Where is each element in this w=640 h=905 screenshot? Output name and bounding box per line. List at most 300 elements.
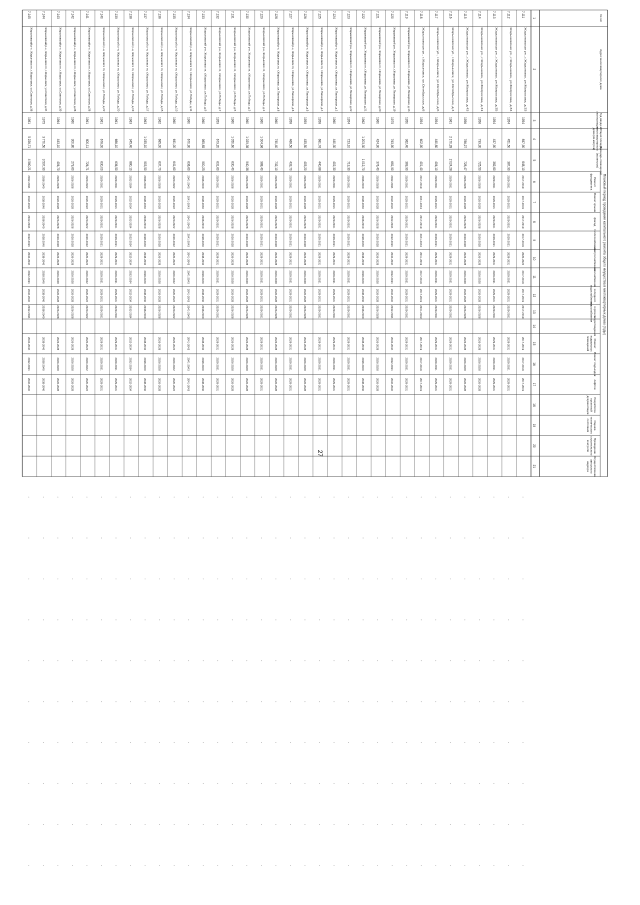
row-year: 1960 (331, 117, 337, 124)
dot-mark (43, 579, 44, 580)
row-period-t4: 2020-2022 (84, 288, 89, 303)
row-address: Жарыновская ул., г.Жарыновск, ул.Матросова, д.35 (494, 27, 499, 99)
row-period-r: 2020-2022 (84, 195, 89, 209)
row-period-t2: 2038-2040 (201, 252, 206, 266)
row-address: Жарыновский р-н, Жарыновск гп, г.Жарыновск, ул.Советская, д.28 (72, 27, 77, 119)
row-address: Жарыновский р-н, Жарыновск гп, г.Жарыновск, ул.Пионерская, д.20 (378, 27, 383, 121)
row-period-t1: 2029-2031 (404, 233, 409, 247)
dot-mark (261, 824, 262, 825)
row-address: Жарыновский р-н, Жарыновск гп, г.Жарыновск, ул.Пионерская, д.21 (363, 27, 368, 121)
row-number: 7.136 (157, 11, 162, 19)
dot-mark (72, 660, 73, 661)
dot-mark (334, 742, 335, 743)
row-period-r: 2029-2031 (404, 195, 409, 209)
dot-mark (494, 538, 495, 539)
row-period-t8: 2032-2034 (26, 377, 31, 392)
dot-mark (494, 620, 495, 621)
dot-mark (377, 660, 378, 661)
dot-mark (159, 538, 160, 539)
row-period-t3: 2029-2031 (346, 270, 351, 284)
row-period-r: 2026-2028 (273, 195, 278, 209)
row-period-f: 2026-2028 (477, 175, 482, 189)
row-period-t1: 2020-2022 (84, 233, 89, 247)
row-number: 7.134 (186, 11, 191, 19)
row-period-t5: 2029-2031 (317, 305, 322, 319)
dot-mark (246, 538, 247, 539)
dot-mark (101, 497, 102, 498)
row-number: 7.135 (172, 11, 177, 19)
row-period-f: 2026-2028 (273, 175, 278, 189)
row-period-t1: 2026-2028 (302, 233, 308, 247)
dot-mark (261, 579, 262, 580)
dot-mark (159, 701, 160, 702)
dot-mark (101, 783, 102, 784)
row-period-f: 2017-2019 (520, 175, 526, 189)
column-header: Адрес многоквартирного дома (599, 49, 604, 90)
row-premise-area: 728,47 (462, 161, 467, 171)
row-period-t2: 2029-2031 (346, 252, 351, 266)
row-period-t5: 2032-2034 (26, 305, 31, 319)
dot-mark (450, 865, 451, 866)
row-year: 1954 (520, 117, 526, 124)
row-address: Жарыновский р-н, Жарыновск гп, г.Жарыновск, ул.Победы, д.22 (101, 27, 106, 116)
row-period-t8: 2020-2022 (84, 377, 89, 392)
row-total-area: 897,90 (520, 138, 526, 149)
row-period-f: 2029-2031 (491, 175, 496, 189)
row-total-area: 691,00 (172, 138, 177, 149)
dot-mark (319, 701, 320, 702)
dot-mark (450, 579, 451, 580)
row-period-t8: 2041-2043 (186, 377, 191, 392)
row-period-t4: 2038-2040 (361, 288, 366, 303)
row-period-r: 2026-2028 (157, 195, 162, 209)
dot-mark (57, 824, 58, 825)
dot-mark (232, 742, 233, 743)
row-year: 1954 (506, 117, 511, 124)
row-year: 1954 (491, 117, 496, 124)
row-period-t5: 2020-2022 (172, 305, 177, 319)
column-number: 20 (532, 444, 537, 448)
row-period-t8: 2026-2028 (244, 377, 249, 392)
row-period-t2: 2026-2028 (70, 252, 75, 266)
row-period-t4: 2026-2028 (302, 288, 308, 303)
row-number: 7.120 (390, 11, 395, 19)
dot-mark (334, 497, 335, 498)
dot-mark (188, 620, 189, 621)
row-period-t3: 2017-2019 (520, 270, 526, 284)
row-period-f: 2029-2031 (288, 175, 293, 189)
row-premise-area: 382,80 (491, 161, 496, 171)
row-period-t1: 2029-2031 (99, 233, 104, 247)
row-period-t3: 2029-2031 (288, 270, 293, 284)
row-period-t3: 2029-2031 (433, 270, 438, 284)
dot-mark (188, 497, 189, 498)
dot-mark (145, 620, 146, 621)
row-period-f: 2038-2040 (41, 175, 46, 189)
dot-mark (174, 742, 175, 743)
dot-mark (508, 497, 509, 498)
row-period-t2: 2029-2031 (404, 252, 409, 266)
dot-mark (319, 824, 320, 825)
dot-mark (348, 701, 349, 702)
column-header: Оценкатехническогосостояния (585, 416, 597, 435)
dot-mark (261, 538, 262, 539)
column-header: фасад (592, 217, 597, 227)
dot-mark (508, 579, 509, 580)
dot-mark (28, 620, 29, 621)
row-period-f: 2032-2034 (26, 175, 31, 189)
dot-mark (464, 660, 465, 661)
row-address: Жарыновский р-н, Жарыновск гп, г.Жарыновск, ул.Пионерская, д.8 (276, 27, 281, 120)
dot-mark (87, 865, 88, 866)
row-period-t4: 2026-2028 (375, 288, 380, 303)
row-period-t1: 2041-2043 (419, 233, 424, 247)
row-period-t3: 2029-2031 (99, 270, 104, 284)
row-period-t1: 2029-2031 (448, 233, 453, 247)
dot-mark (232, 579, 233, 580)
dot-mark (43, 497, 44, 498)
dot-mark (435, 865, 436, 866)
column-number: 12 (532, 293, 537, 298)
row-period-t7: 2029-2031 (259, 357, 264, 371)
dot-mark (261, 620, 262, 621)
row-period-t6: 2026-2028 (273, 337, 278, 351)
dot-mark (276, 538, 277, 539)
row-year: 1956 (477, 117, 482, 124)
column-header: Осуществлениеавторскогонадзора (585, 455, 597, 477)
row-period-r: 2032-2034 (390, 195, 395, 209)
dot-mark (363, 742, 364, 743)
dot-mark (188, 579, 189, 580)
row-period-t2: 2029-2031 (491, 252, 496, 266)
dot-mark (508, 538, 509, 539)
dot-mark (276, 701, 277, 702)
dot-mark (188, 660, 189, 661)
row-period-t8: 2038-2040 (143, 377, 148, 392)
row-period-f: 2029-2031 (259, 175, 264, 189)
row-period-t8: 2020-2022 (172, 377, 177, 392)
row-total-area: 790,40 (273, 138, 278, 149)
row-period-r: 2029-2031 (433, 195, 438, 209)
dot-mark (348, 865, 349, 866)
row-period-t3: 2029-2031 (113, 270, 119, 284)
dot-mark (232, 783, 233, 784)
row-period-f: 2026-2028 (302, 175, 308, 189)
dot-mark (203, 701, 204, 702)
row-total-area: 468,50 (288, 138, 293, 149)
row-premise-area: 848,10 (520, 161, 526, 171)
row-period-f: 2038-2040 (361, 175, 366, 189)
dot-mark (130, 497, 131, 498)
row-period-t5: 2029-2031 (215, 305, 220, 319)
row-period-t4: 2029-2031 (448, 288, 453, 303)
dot-mark (261, 865, 262, 866)
dot-mark (363, 865, 364, 866)
row-total-area: 1 050,60 (230, 136, 235, 149)
row-address: Жарыновская ул., г.Жарыновск, ул.Октябрьская, д.8 (421, 27, 426, 100)
dot-mark (261, 701, 262, 702)
row-period-t8: 2026-2028 (477, 377, 482, 392)
column-header: Ремонтфундамента (589, 173, 597, 191)
row-total-area: 3 770,50 (41, 136, 46, 149)
row-period-f: 2029-2031 (433, 175, 438, 189)
row-address: Жарыновская ул., г.Жарыновск, ул.Октябрьская, д.4 (450, 27, 455, 100)
dot-mark (377, 742, 378, 743)
dot-mark (305, 497, 306, 498)
dot-mark (523, 497, 524, 498)
dot-mark (305, 579, 306, 580)
row-period-t3: 2032-2034 (128, 270, 133, 284)
row-year: 1961 (448, 117, 453, 124)
row-period-t6: 2017-2019 (520, 337, 526, 351)
row-period-t2: 2029-2031 (506, 252, 511, 266)
row-period-fac: 2032-2034 (128, 215, 133, 229)
row-period-t8: 2017-2019 (419, 377, 424, 392)
row-year: 1961 (113, 117, 119, 124)
dot-mark (392, 783, 393, 784)
dot-mark (72, 742, 73, 743)
row-period-t6: 2029-2031 (448, 337, 453, 351)
dot-mark (406, 538, 407, 539)
row-period-t2: 2032-2034 (390, 252, 395, 266)
row-total-area: 670,90 (186, 138, 191, 149)
dot-mark (377, 783, 378, 784)
dot-mark (130, 538, 131, 539)
row-period-t1: 2029-2031 (215, 233, 220, 247)
dot-mark (334, 579, 335, 580)
dot-mark (435, 824, 436, 825)
dot-mark (421, 538, 422, 539)
dot-mark (421, 701, 422, 702)
row-number: 7.144 (41, 11, 46, 19)
row-period-t3: 2029-2031 (259, 270, 264, 284)
row-period-t5: 2026-2028 (55, 305, 60, 319)
dot-mark (130, 620, 131, 621)
row-period-fac: 2029-2031 (346, 215, 351, 229)
row-period-t2: 2026-2028 (462, 252, 467, 266)
row-period-t1: 2032-2034 (128, 233, 133, 247)
dot-mark (145, 742, 146, 743)
dot-mark (116, 783, 117, 784)
row-period-f: 2029-2031 (99, 175, 104, 189)
dot-mark (261, 660, 262, 661)
row-year: 1954 (433, 117, 438, 124)
row-total-area: 786,27 (462, 138, 467, 149)
row-number: 7.123 (346, 11, 351, 19)
row-period-t3: 2026-2028 (477, 270, 482, 284)
dot-mark (494, 660, 495, 661)
column-number: 4 (532, 138, 537, 140)
row-period-f: 2026-2028 (70, 175, 75, 189)
dot-mark (43, 701, 44, 702)
row-period-r: 2026-2028 (70, 195, 75, 209)
row-premise-area: 732,10 (273, 161, 278, 171)
row-period-t6: 2026-2028 (462, 337, 467, 351)
row-period-t4: 2026-2028 (230, 288, 235, 303)
row-total-area: 1 004,96 (259, 136, 264, 149)
dot-mark (130, 742, 131, 743)
dot-mark (188, 824, 189, 825)
dot-mark (72, 579, 73, 580)
row-period-t5: 2029-2031 (433, 305, 438, 319)
row-period-fac: 2041-2043 (186, 215, 191, 229)
dot-mark (72, 620, 73, 621)
row-period-t7: 2026-2028 (375, 357, 380, 371)
dot-mark (406, 783, 407, 784)
dot-mark (421, 579, 422, 580)
dot-mark (87, 538, 88, 539)
dot-mark (363, 579, 364, 580)
row-premise-area: 880,10 (128, 161, 133, 171)
row-period-t2: 2032-2034 (26, 252, 31, 266)
row-premise-area: 406,10 (433, 161, 438, 171)
dot-mark (130, 783, 131, 784)
dot-mark (319, 620, 320, 621)
dot-mark (28, 783, 29, 784)
dot-mark (494, 865, 495, 866)
dot-mark (319, 742, 320, 743)
row-period-t1: 2026-2028 (244, 233, 249, 247)
dot-mark (217, 538, 218, 539)
row-period-t3: 2026-2028 (273, 270, 278, 284)
row-number: 7.140 (99, 11, 104, 19)
row-address: Жарыновский р-н, Жарыновск гп, г.Жарыновск, ул.Победы, д.13 (174, 27, 179, 116)
row-number: 7.137 (143, 11, 148, 19)
row-period-t6: 2038-2040 (201, 337, 206, 351)
row-period-t1: 2026-2028 (55, 233, 60, 247)
row-period-t6: 2032-2034 (390, 337, 395, 351)
row-period-t1: 2038-2040 (143, 233, 148, 247)
dot-mark (479, 538, 480, 539)
row-period-t6: 2029-2031 (346, 337, 351, 351)
column-number: 21 (532, 464, 537, 469)
dot-mark (319, 497, 320, 498)
dot-mark (145, 660, 146, 661)
row-premise-area: 405,20 (302, 161, 308, 171)
row-period-t1: 2026-2028 (375, 233, 380, 247)
dot-mark (101, 579, 102, 580)
row-period-r: 2017-2019 (520, 195, 526, 209)
dot-mark (174, 579, 175, 580)
dot-mark (392, 865, 393, 866)
row-period-t1: 2029-2031 (331, 233, 337, 247)
dot-mark (276, 824, 277, 825)
dot-mark (508, 865, 509, 866)
row-number: 7.130 (244, 11, 249, 19)
dot-mark (523, 579, 524, 580)
row-period-t7: 2038-2040 (201, 357, 206, 371)
dot-mark (276, 497, 277, 498)
row-period-t8: 2038-2040 (361, 377, 366, 392)
dot-mark (246, 742, 247, 743)
row-premise-area: 4 560,21 (26, 158, 31, 171)
row-premise-area: 903,50 (143, 161, 148, 171)
dot-mark (43, 865, 44, 866)
dot-mark (435, 579, 436, 580)
dot-mark (217, 742, 218, 743)
row-period-t2: 2020-2022 (172, 252, 177, 266)
row-address: Жарыновский р-н, Жарыновск гп, г.Жарыновск, ул.Советская, д.36 (29, 27, 34, 119)
dot-mark (363, 660, 364, 661)
row-period-t3: 2029-2031 (491, 270, 496, 284)
row-total-area: 945,40 (128, 138, 133, 149)
dot-mark (464, 865, 465, 866)
row-address: Жарыновский р-н, Жарыновск гп, г.Жарыновск, ул.Победы, д.11 (189, 27, 194, 116)
row-period-t5: 2026-2028 (157, 305, 162, 319)
column-number: 3 (532, 119, 537, 122)
row-total-area: 5 226,71 (26, 136, 31, 149)
dot-mark (116, 660, 117, 661)
row-total-area: 435,50 (302, 138, 308, 149)
dot-mark (174, 660, 175, 661)
dot-mark (363, 538, 364, 539)
row-period-t7: 2029-2031 (113, 357, 119, 371)
dot-mark (174, 497, 175, 498)
row-period-r: 2029-2031 (346, 195, 351, 209)
dot-mark (464, 824, 465, 825)
row-period-t8: 2026-2028 (230, 377, 235, 392)
row-period-t8: 2029-2031 (259, 377, 264, 392)
row-period-t8: 2029-2031 (215, 377, 220, 392)
dot-mark (57, 742, 58, 743)
row-premise-area: 369,90 (404, 161, 409, 171)
dot-mark (479, 783, 480, 784)
dot-mark (392, 660, 393, 661)
row-number: 7.133 (201, 11, 206, 19)
row-premise-area: 376,40 (375, 161, 380, 171)
row-period-t2: 2020-2022 (520, 252, 526, 266)
row-premise-area: 406,70 (55, 161, 60, 171)
row-period-t4: 2017-2019 (520, 288, 526, 303)
row-period-f: 2026-2028 (375, 175, 380, 189)
dot-mark (508, 660, 509, 661)
column-number: 5 (532, 159, 537, 162)
row-period-f: 2029-2031 (506, 175, 511, 189)
row-period-t1: 2029-2031 (288, 233, 293, 247)
dot-mark (159, 620, 160, 621)
dot-mark (464, 538, 465, 539)
row-address: Жарыновский р-н, Жарыновск гп, г.Жарыновск, ул.Победы, д.20 (116, 27, 121, 116)
dot-mark (421, 742, 422, 743)
row-period-fac: 2038-2040 (143, 215, 148, 229)
row-total-area: 723,10 (346, 138, 351, 149)
row-address: Жарыновский р-н, Жарыновск гп, г.Жарыновск, ул.Победы, д.7 (218, 27, 223, 114)
row-number: 7.132 (215, 11, 220, 19)
row-address: Жарыновская ул., г.Жарыновск, ул.Матросова, д.43 (465, 27, 470, 99)
row-period-t4: 2029-2031 (433, 288, 438, 303)
dot-mark (188, 538, 189, 539)
dot-mark (232, 538, 233, 539)
row-period-t4: 2026-2028 (70, 288, 75, 303)
dot-mark (377, 824, 378, 825)
row-period-t2: 2029-2031 (448, 252, 453, 266)
row-total-area: 437,90 (491, 138, 496, 149)
dot-mark (334, 701, 335, 702)
row-period-t7: 2038-2040 (41, 357, 46, 371)
row-period-t1: 2020-2022 (172, 233, 177, 247)
row-period-t7: 2020-2022 (84, 357, 89, 371)
row-period-t7: 2029-2031 (288, 357, 293, 371)
dot-mark (159, 497, 160, 498)
dot-mark (203, 538, 204, 539)
row-address: Жарыновский р-н, Жарыновск гп, г.Жарыновск, ул.Пионерская, д.13 (407, 27, 412, 121)
row-period-t6: 2026-2028 (230, 337, 235, 351)
dot-mark (174, 783, 175, 784)
dot-mark (523, 538, 524, 539)
row-period-t4: 2029-2031 (113, 288, 119, 303)
row-period-t5: 2032-2034 (128, 305, 133, 319)
dot-mark (450, 742, 451, 743)
